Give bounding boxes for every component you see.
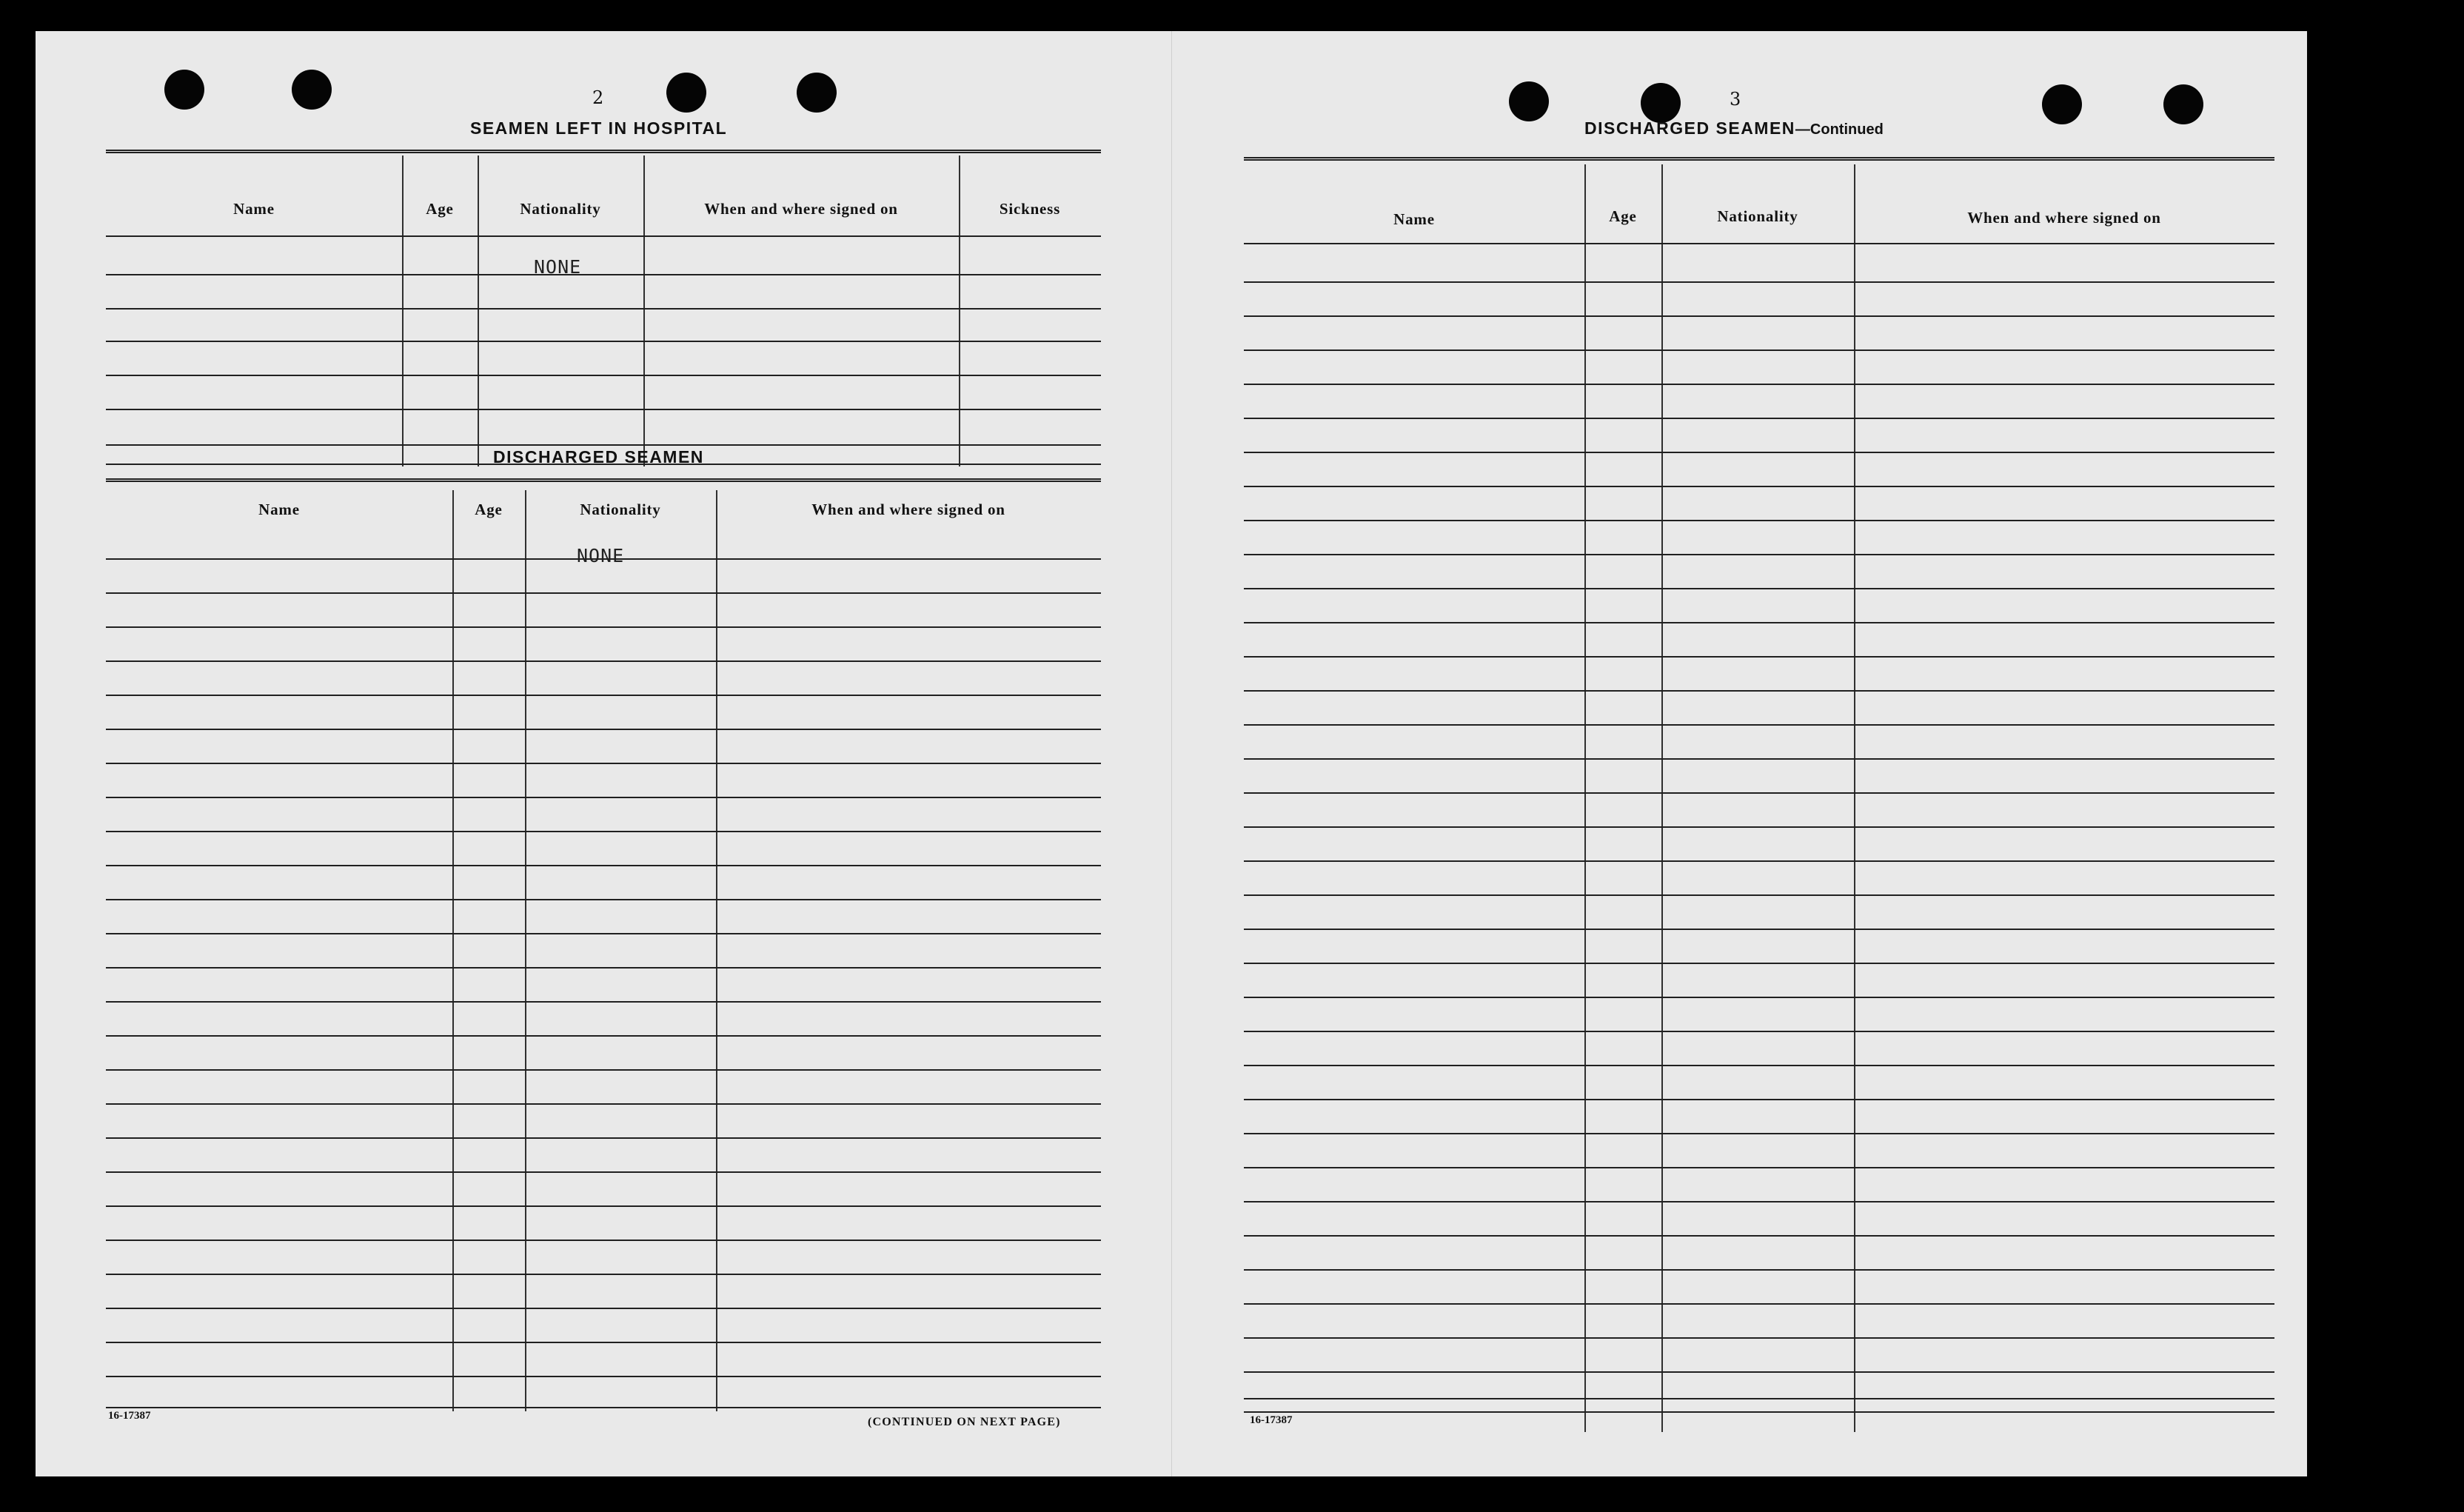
column-header-name: Name bbox=[258, 501, 300, 518]
punch-hole bbox=[164, 70, 204, 110]
row-rule bbox=[1244, 929, 2274, 930]
column-divider bbox=[1584, 164, 1586, 1432]
column-header-nationality: Nationality bbox=[1717, 207, 1798, 225]
column-header-signed-on: When and where signed on bbox=[1967, 209, 2161, 227]
punch-hole bbox=[797, 73, 837, 113]
continued-suffix: —Continued bbox=[1795, 121, 1884, 138]
row-rule bbox=[106, 933, 1101, 934]
column-header-name: Name bbox=[233, 200, 275, 218]
row-rule bbox=[1244, 826, 2274, 828]
discharged-section-title: DISCHARGED SEAMEN bbox=[493, 447, 704, 466]
row-rule bbox=[1244, 588, 2274, 589]
row-rule bbox=[106, 558, 1101, 560]
table-bottom-rule bbox=[106, 1407, 1101, 1408]
row-rule bbox=[1244, 315, 2274, 317]
page-fold bbox=[1171, 31, 1172, 1476]
row-rule bbox=[106, 274, 1101, 275]
row-rule bbox=[1244, 349, 2274, 351]
row-rule bbox=[1244, 1099, 2274, 1100]
row-rule bbox=[106, 1240, 1101, 1241]
table-top-rule bbox=[1244, 157, 2274, 161]
row-rule bbox=[1244, 1235, 2274, 1237]
row-rule bbox=[1244, 1201, 2274, 1202]
hospital-section-title: SEAMEN LEFT IN HOSPITAL bbox=[470, 118, 728, 138]
nationality-entry: NONE bbox=[534, 256, 582, 278]
column-header-age: Age bbox=[1609, 207, 1637, 225]
row-rule bbox=[106, 409, 1101, 410]
row-rule bbox=[106, 1274, 1101, 1275]
column-header-name: Name bbox=[1393, 210, 1435, 228]
row-rule bbox=[1244, 997, 2274, 998]
row-rule bbox=[1244, 1133, 2274, 1134]
row-rule bbox=[1244, 452, 2274, 453]
row-rule bbox=[1244, 656, 2274, 658]
row-rule bbox=[106, 831, 1101, 832]
row-rule bbox=[1244, 384, 2274, 385]
hospital-table bbox=[106, 150, 1101, 466]
discharged-continued-title-text: DISCHARGED SEAMEN bbox=[1584, 118, 1795, 138]
row-rule bbox=[106, 763, 1101, 764]
row-rule bbox=[1244, 554, 2274, 555]
row-rule bbox=[1244, 622, 2274, 623]
punch-hole bbox=[1641, 83, 1681, 123]
row-rule bbox=[106, 1171, 1101, 1173]
column-header-age: Age bbox=[426, 200, 454, 218]
row-rule bbox=[1244, 894, 2274, 896]
nationality-entry: NONE bbox=[577, 545, 625, 566]
punch-hole bbox=[1509, 81, 1549, 121]
row-rule bbox=[106, 375, 1101, 376]
page-number: 2 bbox=[592, 87, 604, 108]
row-rule bbox=[106, 341, 1101, 342]
continued-note: (CONTINUED ON NEXT PAGE) bbox=[868, 1416, 1061, 1428]
row-rule bbox=[106, 444, 1101, 446]
row-rule bbox=[106, 695, 1101, 696]
discharged-continued-table bbox=[1244, 157, 2274, 1432]
row-rule bbox=[1244, 1269, 2274, 1271]
row-rule bbox=[1244, 1031, 2274, 1032]
discharged-table bbox=[106, 478, 1101, 1411]
row-rule bbox=[106, 1205, 1101, 1207]
row-rule bbox=[1244, 1337, 2274, 1339]
row-rule bbox=[1244, 243, 2274, 244]
column-header-sickness: Sickness bbox=[999, 200, 1061, 218]
row-rule bbox=[1244, 758, 2274, 760]
row-rule bbox=[1244, 1065, 2274, 1066]
row-rule bbox=[1244, 520, 2274, 521]
punch-hole bbox=[2042, 84, 2082, 124]
table-top-rule bbox=[106, 478, 1101, 482]
column-divider bbox=[1661, 164, 1663, 1432]
row-rule bbox=[1244, 1398, 2274, 1399]
row-rule bbox=[1244, 418, 2274, 419]
punch-hole bbox=[292, 70, 332, 110]
row-rule bbox=[106, 1001, 1101, 1003]
punch-hole bbox=[666, 73, 706, 113]
row-rule bbox=[1244, 792, 2274, 794]
row-rule bbox=[106, 729, 1101, 730]
column-header-nationality: Nationality bbox=[580, 501, 661, 518]
column-header-age: Age bbox=[475, 501, 503, 518]
row-rule bbox=[106, 967, 1101, 969]
ledger-sheet bbox=[36, 31, 2307, 1476]
row-rule bbox=[106, 1342, 1101, 1343]
row-rule bbox=[106, 308, 1101, 310]
row-rule bbox=[1244, 724, 2274, 726]
discharged-continued-title bbox=[1584, 118, 1884, 138]
row-rule bbox=[1244, 281, 2274, 283]
punch-hole bbox=[2163, 84, 2203, 124]
row-rule bbox=[106, 235, 1101, 237]
row-rule bbox=[106, 626, 1101, 628]
row-rule bbox=[106, 660, 1101, 662]
column-header-signed-on: When and where signed on bbox=[704, 200, 898, 218]
row-rule bbox=[1244, 690, 2274, 692]
row-rule bbox=[106, 1137, 1101, 1139]
row-rule bbox=[1244, 1167, 2274, 1168]
row-rule bbox=[106, 865, 1101, 866]
row-rule bbox=[106, 899, 1101, 900]
row-rule bbox=[106, 592, 1101, 594]
row-rule bbox=[1244, 486, 2274, 487]
page-number: 3 bbox=[1730, 89, 1741, 110]
row-rule bbox=[1244, 1303, 2274, 1305]
column-header-nationality: Nationality bbox=[520, 200, 601, 218]
row-rule bbox=[1244, 860, 2274, 862]
row-rule bbox=[106, 1069, 1101, 1071]
row-rule bbox=[1244, 1371, 2274, 1373]
column-divider bbox=[1854, 164, 1855, 1432]
column-header-signed-on: When and where signed on bbox=[811, 501, 1005, 518]
table-bottom-rule bbox=[1244, 1411, 2274, 1413]
row-rule bbox=[106, 1035, 1101, 1037]
form-number: 16-17387 bbox=[108, 1410, 151, 1422]
row-rule bbox=[106, 1308, 1101, 1309]
row-rule bbox=[106, 1103, 1101, 1105]
row-rule bbox=[106, 797, 1101, 798]
row-rule bbox=[106, 1376, 1101, 1377]
table-top-rule bbox=[106, 150, 1101, 153]
form-number: 16-17387 bbox=[1250, 1414, 1293, 1426]
row-rule bbox=[1244, 963, 2274, 964]
